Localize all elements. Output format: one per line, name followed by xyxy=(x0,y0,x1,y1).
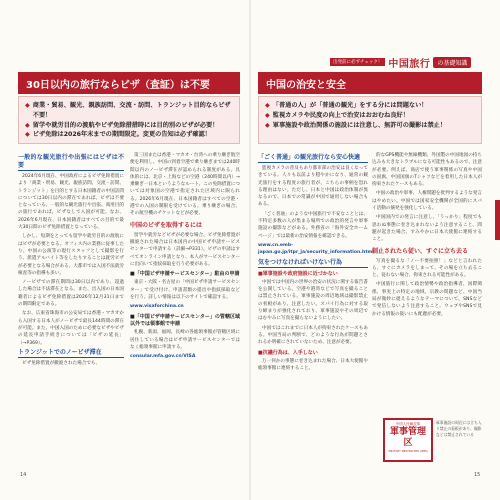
military-area-sign xyxy=(383,418,433,462)
right-column-2 xyxy=(372,152,482,320)
running-head xyxy=(330,55,471,69)
visa-section-title: 30日以内の旅行ならビザ（査証）は不要 xyxy=(26,79,210,91)
page-number-left: 14 xyxy=(20,472,27,478)
chapter-side-tab xyxy=(495,200,500,240)
paragraph: 的なGPS機能や無線機類、外国製の中国地図の持ち込みも大きなトラブルになる可能性もあるので、注意が必要。例えば、商店で使う軍事関係の写真や中国の国旗、中国国旗のTシャツなどを着用した日本人が拘束されたケースもある。 xyxy=(372,153,482,188)
paragraph: 東京・大阪・名古屋の「中国ビザ申請サービスセンター」で受け付け、申請書類の提出や指紋採取などを行う。詳しい情報は以下のサイトで確認する。 xyxy=(130,280,240,301)
paragraph: 監視カメラの普及もあり都市部の治安は良くなってきている。人々も以前より穏やかになり、通常の観光旅行をする程度の旅行者が、こちらの事柄を恐れる理由はない。ただし、日本と中国は政治体制が異なるので、日本での常識が中国で通用しない場合もある。 xyxy=(258,166,368,208)
summary-line: ◆ 「普通の人」が「普通の観光」をする分には問題ない！ xyxy=(265,102,428,109)
office-heading: ■「中国ビザ申請サービスセンター」の管轄区域以外では領事館で申請 xyxy=(130,313,240,327)
visa-summary-box xyxy=(18,96,240,144)
paragraph: 留学や就労などビザが必要な場合、ビザ免除措置が撤廃された場合は日本国内の中国ビザ申請サービスセンターで申請する（詳細→P331）。ビザの申請はすべてオンライン申請となり、本人がサービスセンターに出向いて指紋採取を行う必要がある。 xyxy=(130,232,240,267)
paragraph: 2024年6月現在、中国政府によるビザ免除措置により「商業・貿易、観光、親族訪問、交流・訪問、トランジット」を目的とする日本国籍者の中国訪問については30日以内の滞在であれば、ビザは不要となっている。一般的な観光旅行や出張、商用目的の旅行であれば、ビザなしで入国が可能。なお、2026年6月現在、日本国籍者はすべての目的で最大30日間のビザ免除措置となっている。 xyxy=(18,174,124,231)
warning-heading: ■抗議行為は、入手しない xyxy=(258,349,318,356)
running-head-subtitle: 出発前に必ずチェック！ xyxy=(330,58,385,66)
paragraph: 第三国または香港・マカオ・台湾への乗り継ぎ航空便を利用し、中国の到着空港で乗り継ぎまでは240時間以内のノービザ滞在が認められる制度がある。具体的には、北京・上海などの空港（240時間以内）→乗継ぎ一日本というようなルート。この免除措置については対象国の空港で指定された区域内に限られる。2026年6月現在、日本国籍者はすべての空港・港での入国の制限を受けている。乗り継ぎの場合、その航空機のチケットなどが必要。 xyxy=(130,153,240,217)
visa-center-link[interactable]: www.visaforchina.cn xyxy=(130,304,184,310)
consular-link[interactable]: consular.mfa.gov.cn/VISA xyxy=(130,354,196,360)
summary-line: ◆ 軍事施設や政治関係の施設には注意し、無許可の撮影は禁止！ xyxy=(265,121,447,129)
paragraph: ノービザでの滞在期間は30日以内であり、超過した場合は不法滞在となる。また、出入国の日本国籍者によるビザ免除措置は2026年12月31日までの期間限定である。 xyxy=(18,280,124,308)
safety-section-title: 中国の治安と安全 xyxy=(266,79,346,91)
running-head-tag: の基礎知識 xyxy=(433,57,471,68)
paragraph: 万一何かの事態に巻き込まれた場合、日本大使館や総領事館に連絡すること。 xyxy=(258,358,368,372)
warning-heading: ■軍事施設や政府施設に近づかない xyxy=(258,270,338,277)
summary-line: ◆ 監視カメラや民度の向上で治安はおおむね良好！ xyxy=(265,111,409,119)
summary-line: ◆ 商業・貿易、観光、親族訪問、交流・訪問、トランジット目的ならビザ不要！ xyxy=(25,102,231,119)
office-heading: ■「中国ビザ申請サービスセンター」駐由の申請 xyxy=(130,271,240,278)
paragraph: 「ごく普通」のような中国旅行で不安なこととは、不特定多数の人が集まる場所での政治的発言や軍事施設の撮影などがある。外務省の「海外安全ホームページ」では最新の治安情報を確認できる。 xyxy=(258,211,368,239)
paragraph: ビザ免除措置が撤廃された場合でも、 xyxy=(22,360,101,366)
sign-main-text: 軍事管理区 xyxy=(389,427,426,448)
paragraph: 中国では中国内の世界の治安の状況に関する報告書を公開している。空港や港湾などで写真を撮ることは禁止されている。軍事施設の周辺地域は撮影禁止の看板があり、注意したい。スパイ行為に対する取り締まりが強化されており、軍事施設やその周辺ではむやみに写真を撮らないようにしたい。 xyxy=(258,279,368,322)
section-heading: 一般的な観光旅行や出張にはビザは不要 xyxy=(18,154,124,169)
paragraph: 札幌、新潟、福岡、長崎の各総領事館が管轄区域に居住している場合はビザ申請サービスセンターではなく総領事館に申請する。 xyxy=(130,330,240,350)
paragraph: 中国旅行に関して政治情勢や政治指導者、国際関係、事実上の特定の地域、宗教の問題など、中国当局が微妙に捉えるようなテーマについて、SNSなどで発信しないよう注意すること。ウェブやSNSで見かける情報の扱いにも配慮が必要。 xyxy=(372,282,482,317)
left-column-2 xyxy=(130,152,240,360)
running-head-title: 中国旅行 xyxy=(388,58,431,70)
section-heading: 「ごく普通」の観光旅行なら安心快適 xyxy=(258,154,368,163)
paragraph: 中国ではこれまでに日本人が拘束されたケースもある。中国当局の判断で、どのような行為が問題とされるか明確にされていないため、注意が必要。 xyxy=(258,325,368,346)
paragraph: なお、広東省珠海市の公安局では香港・マカオから入国する日本人がノービザで最長144時間の滞在が可能。また、中国入国のために必要なビザやビザの延長申請手続きについては「ビザの延長」（→P369）。 xyxy=(18,311,124,346)
section-heading: 中国のビザを取得するには xyxy=(130,221,203,229)
summary-line: ◆ 留学や就労目的の渡航やビザ免除措措時には目的別のビザが必要！ xyxy=(25,121,219,129)
safety-section-banner xyxy=(258,72,482,94)
sign-top-text: 中国人民解放軍 xyxy=(395,422,421,426)
right-column-1 xyxy=(258,152,374,374)
paragraph: 中国国内での発言に注意し、「うっかり」程度でも思わぬ事態に巻き込まれないよう注意すること。問題が起きた場合、すみやかに日本大使館に連絡すること。 xyxy=(372,215,482,243)
sign-sub-text: MILITARY RESTRICTED AREA xyxy=(388,449,428,453)
section-heading: トランジットでのノービザ滞在 xyxy=(18,349,124,358)
paragraph: 中国の政治や軍事、人権問題を批判するような発言はやめたい。中国では国家安全機関が全国的にスパイ活動の摘発を強化している。 xyxy=(372,191,482,212)
sign-caption: 軍事施設の周辺には立ち入り禁止の看板があり、撮影などは禁止されている xyxy=(436,420,482,437)
embassy-link[interactable]: www.cn.emb-japan.go.jp/itpr_ja/security_information.html xyxy=(258,242,374,256)
book-gutter xyxy=(249,0,251,500)
section-heading: 制止されたら従い、すぐに立ち去る xyxy=(372,247,469,255)
page-number-right: 15 xyxy=(474,472,481,478)
paragraph: しかし、短期をとっても留学や就労目的の渡航にはビザが必要となる。オフィス内の業務に従事したり、中国の公演等の現行スタッフとして撮影を行う、派遣アルバイト等をしたりすることは就労ビザが必要となる場合がある。大都市では入国不法就労検査等の指導も多い。 xyxy=(18,234,124,276)
left-column-1 xyxy=(18,152,124,369)
section-heading: 気をつけなければいけない行為 xyxy=(258,259,368,268)
paragraph: 写真を撮るな「ノー不要拍照！」などと言われたら、すぐにカメラをしまって、その場を立ち去ること。従わない場合、拘束される可能性がある。 xyxy=(372,258,482,279)
safety-summary-box xyxy=(258,96,482,144)
summary-line: ◆ ビザ免除は2026年末までの期間限定。変更の告知は必ず確認！ xyxy=(25,131,211,139)
visa-section-banner xyxy=(18,72,240,94)
